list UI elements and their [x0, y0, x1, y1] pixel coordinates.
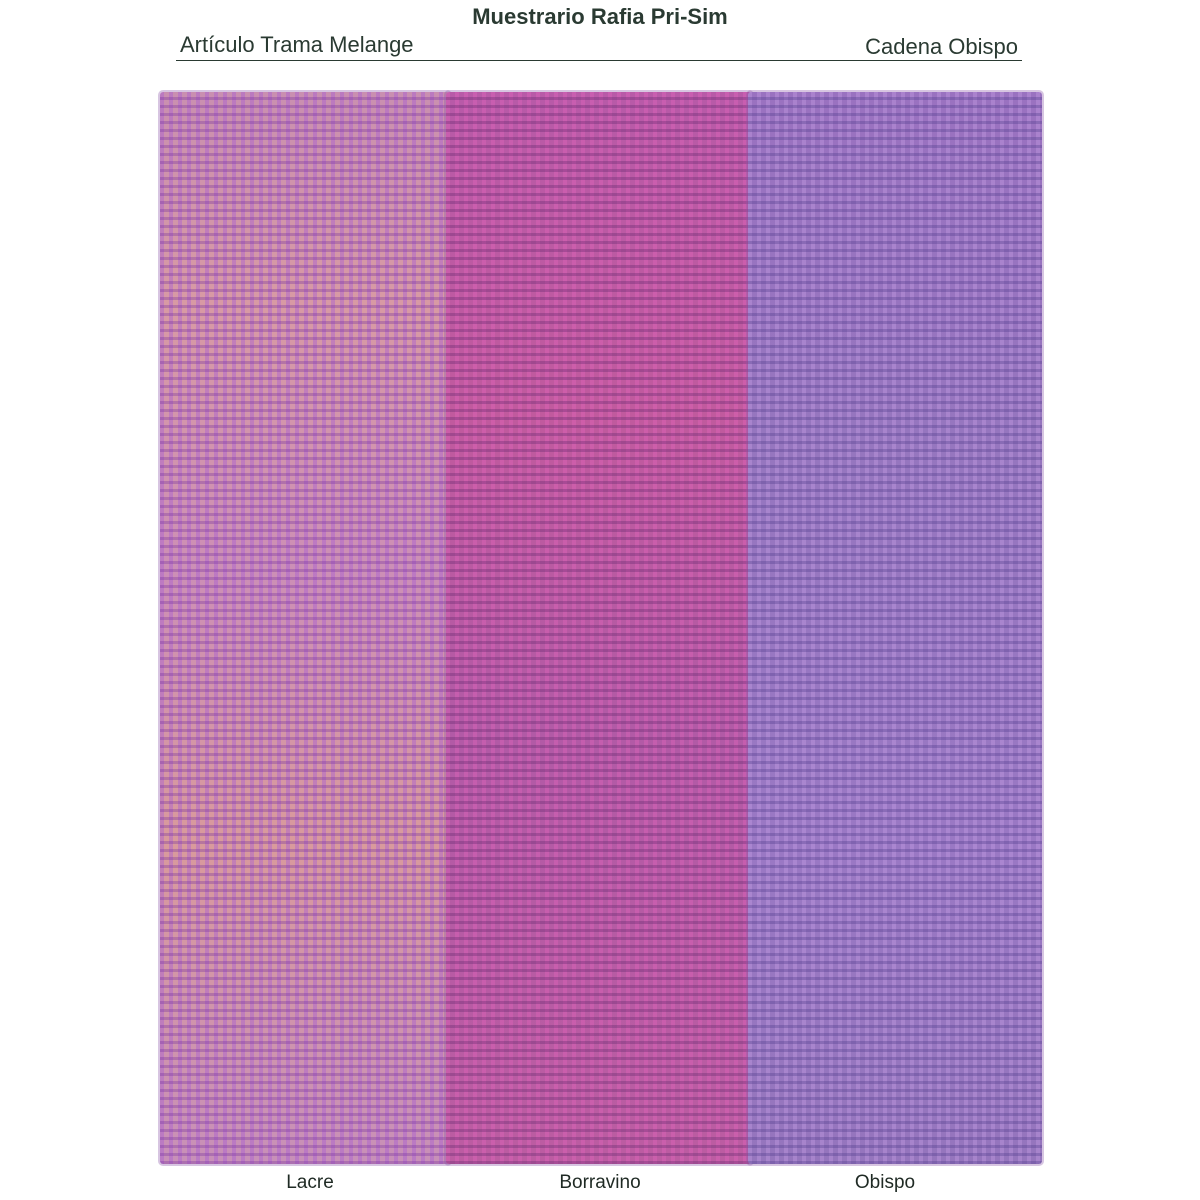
fabric-swatch-borravino: [446, 92, 752, 1164]
article-name: Artículo Trama Melange: [180, 32, 414, 57]
fabric-swatch-obispo: [748, 92, 1042, 1164]
swatch-label-lacre: Lacre: [286, 1172, 334, 1193]
warp-name: Cadena Obispo: [865, 34, 1018, 59]
header-divider: [176, 60, 1022, 61]
swatch-label-obispo: Obispo: [854, 1172, 916, 1193]
page-title: Muestrario Rafia Pri-Sim: [472, 4, 728, 29]
fabric-swatch-lacre: [160, 92, 450, 1164]
swatch-label-borravino: Borravino: [559, 1172, 641, 1193]
